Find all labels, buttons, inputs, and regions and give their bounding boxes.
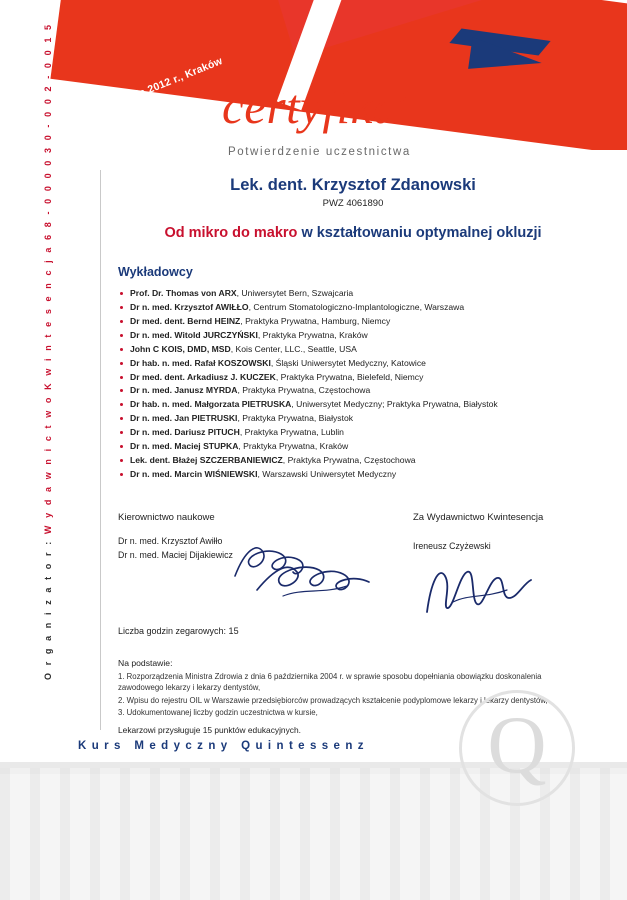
list-item (118, 343, 588, 357)
course-title-part-1: Od mikro do makro (164, 225, 298, 241)
page-subtitle: Potwierdzenie uczestnictwa (228, 146, 411, 158)
course-hours: Liczba godzin zegarowych: 15 (118, 625, 239, 636)
lecturers-list (118, 287, 588, 482)
lecturer-affiliation: , Centrum Stomatologiczno-Implantologiczne, Warszawa (248, 301, 465, 312)
list-item: 1. Rozporządzenia Ministra Zdrowia z dnia 6 października 2004 r. w sprawie sposobu dopełniania obowiązku doskonalenia zawodowego lekarzy i lekarzy dentystów, (118, 671, 542, 693)
lecturer-name: Dr n. med. Krzysztof AWIŁŁO (130, 301, 249, 312)
lecturer-name: Dr hab. n. med. Rafał KOSZOWSKI (130, 357, 271, 368)
list-item (118, 371, 588, 385)
list-item (118, 454, 588, 468)
list-item (118, 412, 588, 426)
lecturer-name: Dr n. med. Jan PIETRUSKI (130, 413, 238, 424)
list-item: 2. Wpisu do rejestru OIL w Warszawie przedsiębiorców prowadzących kształcenie podyplomowe lekarzy i lekarzy dentystów, (118, 695, 548, 705)
recipient-pwz: PWZ 4061890 (322, 198, 384, 209)
signatures-row (118, 512, 588, 622)
lecturer-affiliation: , Uniwersytet Medyczny; Praktyka Prywatna, Białystok (291, 399, 498, 410)
list-item (118, 301, 588, 315)
lecturers-heading: Wykładowcy (118, 265, 193, 279)
lecturer-affiliation: , Praktyka Prywatna, Białystok (237, 413, 354, 424)
lecturer-name: Dr med. dent. Bernd HEINZ (130, 315, 241, 326)
signature-left-heading: Kierownictwo naukowe (118, 511, 215, 523)
lecturer-name: Dr n. med. Dariusz PITUCH (130, 427, 240, 438)
list-item (118, 440, 588, 454)
handwritten-signature-right (413, 554, 553, 624)
recipient-name: Lek. dent. Krzysztof Zdanowski (230, 176, 476, 194)
lecturer-affiliation: , Praktyka Prywatna, Częstochowa (237, 385, 371, 396)
lecturer-name: Dr n. med. Janusz MYRDA (130, 385, 238, 396)
course-title-part-2: w kształtowaniu optymalnej okluzji (301, 225, 542, 241)
list-item (118, 398, 588, 412)
organizer-sidebar (43, 22, 53, 680)
list-item: 3. Udokumentowanej liczby godzin uczestnictwa w kursie, (118, 707, 318, 717)
signature-right-name: Ireneusz Czyżewski (413, 540, 491, 551)
lecturer-affiliation: , Praktyka Prywatna, Częstochowa (282, 455, 416, 466)
event-date-location: 25-26 maja 2012 r., Kraków (91, 55, 225, 118)
lecturer-affiliation: , Praktyka Prywatna, Hamburg, Niemcy (240, 315, 391, 326)
list-item (118, 315, 588, 329)
list-item (118, 287, 588, 301)
lecturer-affiliation: , Praktyka Prywatna, Kraków (257, 329, 368, 340)
course-title (118, 225, 588, 241)
lecturer-affiliation: , Uniwersytet Bern, Szwajcaria (236, 288, 354, 298)
signature-block-left (118, 512, 388, 560)
lecturer-affiliation: , Praktyka Prywatna, Bielefeld, Niemcy (275, 371, 424, 382)
list-item (118, 357, 588, 371)
list-item (118, 426, 588, 440)
signature-left-name-1: Dr n. med. Krzysztof Awiłło (118, 535, 223, 546)
organizer-publisher: W y d a w n i c t w o K w i n t e s e n c j a (43, 245, 53, 535)
lecturer-affiliation: , Warszawski Uniwersytet Medyczny (257, 468, 397, 479)
lecturer-name: Dr n. med. Marcin WIŚNIEWSKI (130, 468, 258, 479)
list-item (118, 384, 588, 398)
certificate-code: 6 8 - 0 0 0 0 3 0 - 0 0 2 - 0 0 1 5 (43, 22, 53, 240)
signature-left-name-2: Dr n. med. Maciej Dijakiewicz (118, 549, 233, 560)
lecturer-name: Lek. dent. Błażej SZCZERBANIEWICZ (130, 455, 283, 466)
lecturer-name: Prof. Dr. Thomas von ARX (130, 288, 237, 298)
education-points: Lekarzowi przysługuje 15 punktów edukacyjnych. (118, 725, 301, 736)
legal-basis-heading: Na podstawie: (118, 657, 173, 668)
certificate-body (118, 176, 588, 735)
list-item (118, 468, 588, 482)
list-item (118, 329, 588, 343)
signature-block-right (413, 512, 603, 551)
quintessence-watermark-logo: Q (459, 690, 575, 806)
lecturer-affiliation: , Kois Center, LLC., Seattle, USA (230, 343, 357, 354)
lecturer-name: John C KOIS, DMD, MSD (130, 343, 231, 354)
lecturer-name: Dr med. dent. Arkadiusz J. KUCZEK (130, 371, 276, 382)
lecturer-name: Dr n. med. Witold JURCZYŃSKI (130, 329, 258, 340)
lecturer-affiliation: , Śląski Uniwersytet Medyczny, Katowice (270, 357, 426, 368)
signature-right-heading: Za Wydawnictwo Kwintesencja (413, 511, 544, 523)
lecturer-name: Dr n. med. Maciej STUPKA (130, 441, 239, 452)
vertical-divider (100, 170, 101, 730)
organizer-label: O r g a n i z a t o r : (43, 539, 53, 680)
page-title: certyfikat (222, 79, 413, 134)
lecturer-name: Dr hab. n. med. Małgorzata PIETRUSKA (130, 399, 292, 410)
lecturer-affiliation: , Praktyka Prywatna, Kraków (238, 441, 349, 452)
footer-brand-text: Kurs Medyczny Quintessenz (78, 740, 369, 752)
lecturer-affiliation: , Praktyka Prywatna, Lublin (239, 427, 344, 438)
